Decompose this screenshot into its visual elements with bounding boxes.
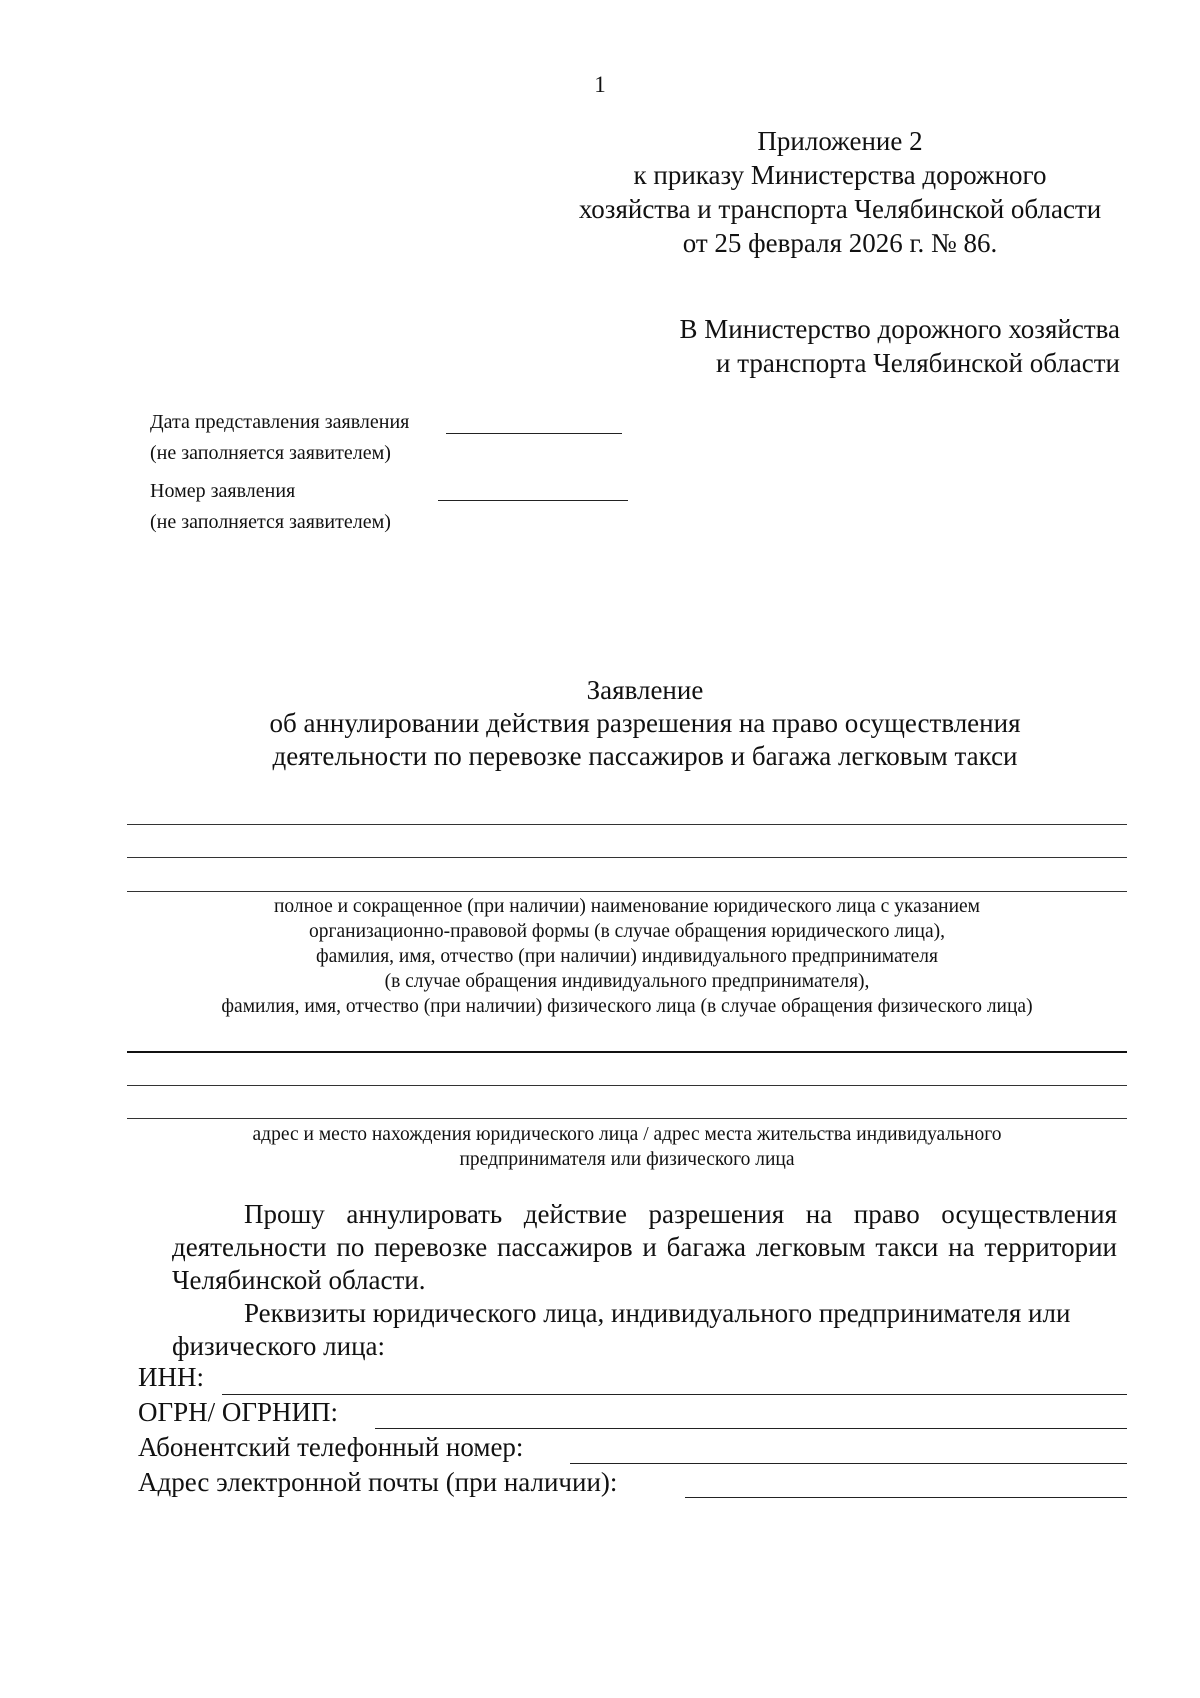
address-caption-line-2: предпринимателя или физического лица xyxy=(459,1149,795,1170)
name-caption-line-5: фамилия, имя, отчество (при наличии) физического лица (в случае обращения физического лица) xyxy=(221,996,1033,1017)
inn-field[interactable] xyxy=(222,1394,1127,1395)
requisites-paragraph: Реквизиты юридического лица, индивидуального предпринимателя или физического лица: xyxy=(172,1298,1071,1361)
phone-label: Абонентский телефонный номер: xyxy=(138,1432,524,1462)
phone-row xyxy=(138,1432,1128,1465)
applicant-address-field-1[interactable] xyxy=(127,1051,1127,1053)
request-body xyxy=(172,1198,1117,1363)
appendix-line-2: к приказу Министерства дорожного xyxy=(633,160,1047,190)
application-number-note: (не заполняется заявителем) xyxy=(150,511,391,533)
submission-date-label: Дата представления заявления xyxy=(150,411,410,433)
applicant-name-field-1[interactable] xyxy=(127,824,1127,825)
email-row xyxy=(138,1467,1128,1500)
phone-field[interactable] xyxy=(570,1463,1127,1464)
submission-date-field[interactable] xyxy=(446,433,622,434)
title-line-2: об аннулировании действия разрешения на право осуществления xyxy=(269,708,1021,738)
applicant-address-field-2[interactable] xyxy=(127,1085,1127,1086)
email-field[interactable] xyxy=(685,1497,1127,1498)
appendix-line-3: хозяйства и транспорта Челябинской области xyxy=(578,194,1102,224)
address-caption-line-1: адрес и место нахождения юридического лица / адрес места жительства индивидуального xyxy=(252,1124,1002,1145)
applicant-name-field-3[interactable] xyxy=(127,891,1127,892)
name-caption-line-2: организационно-правовой формы (в случае обращения юридического лица), xyxy=(309,921,945,942)
addressee-line-1: В Министерство дорожного хозяйства xyxy=(679,314,1120,344)
ogrn-row xyxy=(138,1397,1128,1430)
appendix-line-4: от 25 февраля 2026 г. № 86. xyxy=(682,228,998,258)
inn-label: ИНН: xyxy=(138,1362,204,1392)
name-caption-line-1: полное и сокращенное (при наличии) наименование юридического лица с указанием xyxy=(274,896,980,917)
name-caption-line-3: фамилия, имя, отчество (при наличии) индивидуального предпринимателя xyxy=(315,946,939,967)
ogrn-label: ОГРН/ ОГРНИП: xyxy=(138,1397,338,1427)
page-number: 1 xyxy=(594,72,606,97)
request-paragraph: Прошу аннулировать действие разрешения на право осуществления деятельности по перевозке пассажиров и багажа легковым такси на территории Челябинской области. xyxy=(172,1199,1117,1295)
applicant-address-field-3[interactable] xyxy=(127,1118,1127,1119)
appendix-line-1: Приложение 2 xyxy=(757,126,923,156)
title-line-3: деятельности по перевозке пассажиров и багажа легковым такси xyxy=(272,741,1018,771)
applicant-name-field-2[interactable] xyxy=(127,857,1127,858)
application-number-label: Номер заявления xyxy=(150,480,296,502)
addressee-line-2: и транспорта Челябинской области xyxy=(716,348,1120,378)
submission-date-note: (не заполняется заявителем) xyxy=(150,442,391,464)
ogrn-field[interactable] xyxy=(375,1428,1127,1429)
email-label: Адрес электронной почты (при наличии): xyxy=(138,1467,618,1497)
application-number-field[interactable] xyxy=(438,500,628,501)
inn-row xyxy=(138,1362,1128,1395)
name-caption-line-4: (в случае обращения индивидуального предпринимателя), xyxy=(384,971,870,992)
title-line-1: Заявление xyxy=(586,675,704,705)
